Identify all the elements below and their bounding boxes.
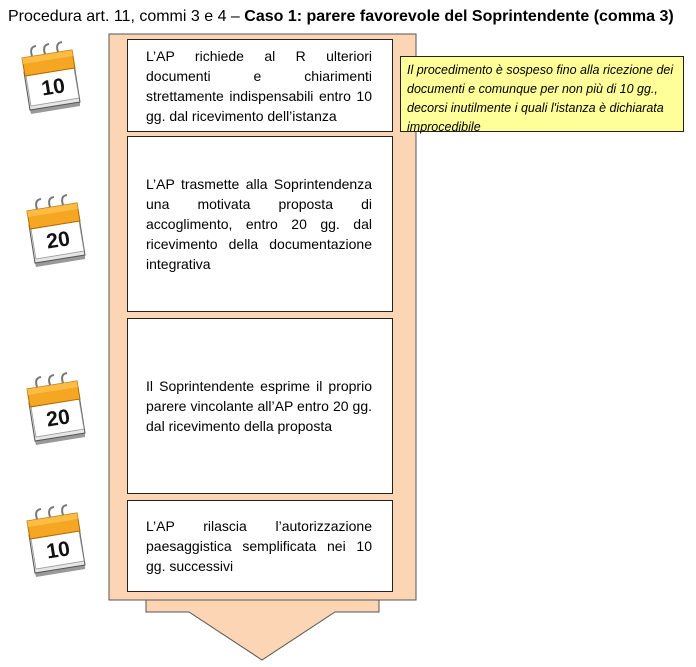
- calendar-1-days: 10: [39, 74, 67, 101]
- step-3-text: Il Soprintendente esprime il proprio parere vincolante all’AP entro 20 gg. dal ricevimento della proposta: [146, 378, 372, 434]
- step-4-text: L’AP rilascia l’autorizzazione paesaggistica semplificata nei 10 gg. successivi: [146, 518, 372, 574]
- step-1-text: L’AP richiede al R ulteriori documenti e chiarimenti strettamente indispensabili entro 10 gg. dal ricevimento dell’istanza: [146, 47, 372, 124]
- calendar-icon-4: [27, 505, 85, 577]
- calendar-3-days: 20: [44, 405, 72, 432]
- step-2-text: L’AP trasmette alla Soprintendenza una motivata proposta di accoglimento, entro 20 gg. dal ricevimento della documentazione integrativa: [146, 176, 372, 272]
- suspension-note: Il procedimento è sospeso fino alla ricezione dei documenti e comunque per non più di 10 gg., decorsi inutilmente i quali l'istanza è dichiarata improcedibile: [400, 56, 684, 132]
- calendar-icon-2: [27, 195, 85, 267]
- calendar-icon-3: [27, 373, 85, 445]
- calendar-icon-1: [22, 42, 80, 114]
- title-case: Caso 1: parere favorevole del Soprintendente (comma 3): [244, 8, 674, 25]
- title-prefix: Procedura art. 11, commi 3 e 4 –: [8, 8, 245, 25]
- calendar-2-days: 20: [44, 227, 72, 254]
- calendar-4-days: 10: [44, 537, 72, 564]
